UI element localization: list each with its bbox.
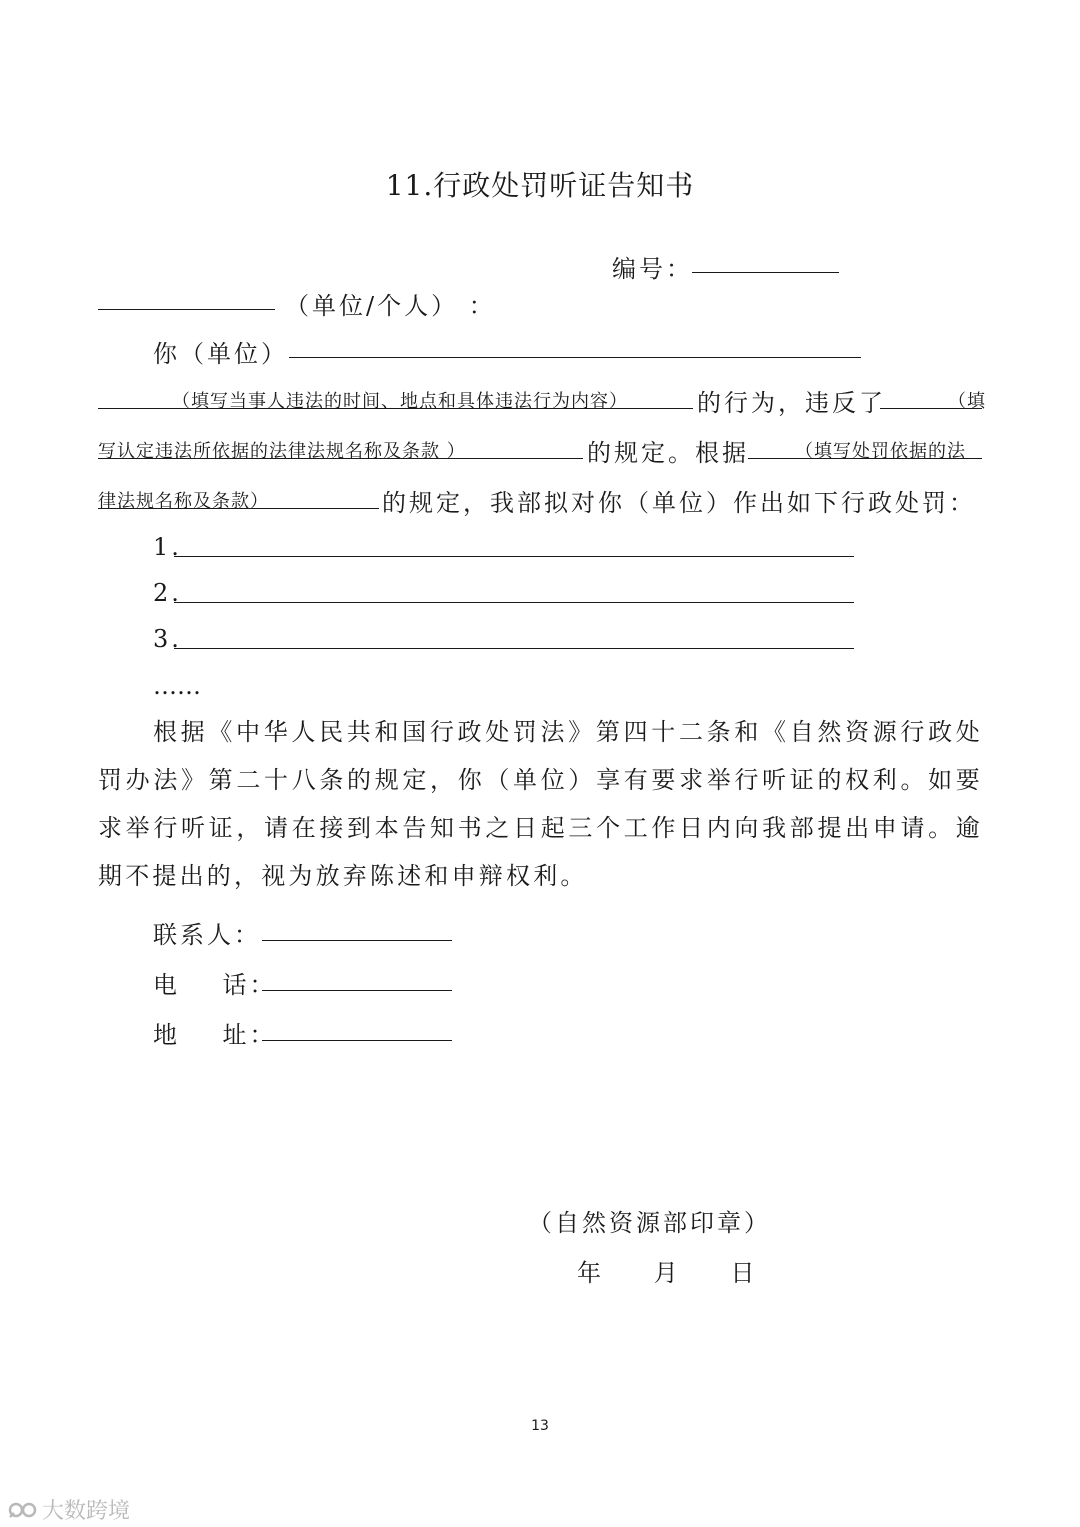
- contact-label: 联系人：: [153, 921, 261, 949]
- date-line: 年 月 日: [577, 1259, 756, 1287]
- penalty-basis-text: 的规定，我部拟对你（单位）作出如下行政处罚：: [382, 489, 976, 517]
- law-note: 写认定违法所依据的法律法规名称及条款 ）: [98, 441, 466, 462]
- number-field[interactable]: [692, 272, 839, 273]
- you-unit-label: 你（单位）: [153, 340, 288, 368]
- penalty-item-3-label: 3.: [153, 625, 182, 653]
- ellipsis: ……: [153, 672, 201, 700]
- address-label: 地 址：: [153, 1021, 277, 1049]
- penalty-item-2-label: 2.: [153, 579, 182, 607]
- penalty-item-1-field[interactable]: [174, 556, 854, 557]
- penalty-basis-note: 律法规名称及条款）: [98, 491, 269, 512]
- watermark: [8, 1494, 130, 1525]
- number-label: 编号：: [612, 255, 693, 283]
- law-note-start: （填: [948, 391, 986, 412]
- phone-label: 电 话：: [153, 971, 277, 999]
- hearing-rights-paragraph: 根据《中华人民共和国行政处罚法》第四十二条和《自然资源行政处罚办法》第二十八条的规定，你（单位）享有要求举行听证的权利。如要求举行听证，请在接到本告知书之日起三个工作日内向我部提出申请。逾期不提出的，视为放弃陈述和申辩权利。: [98, 718, 983, 890]
- contact-field[interactable]: [262, 940, 452, 941]
- addressee-suffix: （单位/个人） ：: [285, 292, 496, 320]
- penalty-basis-note-start: （填写处罚依据的法: [795, 441, 966, 462]
- watermark-text: 大数跨境: [42, 1499, 131, 1524]
- violation-text: 的行为，违反了: [697, 389, 886, 417]
- document-title: 11.行政处罚听证告知书: [385, 169, 695, 202]
- address-field[interactable]: [262, 1040, 452, 1041]
- phone-field[interactable]: [262, 990, 452, 991]
- you-unit-field[interactable]: [289, 357, 861, 358]
- penalty-item-1-label: 1.: [153, 533, 182, 561]
- penalty-item-2-field[interactable]: [174, 602, 854, 603]
- watermark-logo-icon: [8, 1499, 38, 1521]
- law-text: 的规定。根据: [587, 439, 749, 467]
- page-number: 13: [531, 1418, 549, 1434]
- seal-text: （自然资源部印章）: [528, 1209, 771, 1237]
- violation-note: （填写当事人违法的时间、地点和具体违法行为内容）: [172, 391, 628, 412]
- addressee-field[interactable]: [98, 309, 275, 310]
- penalty-item-3-field[interactable]: [174, 648, 854, 649]
